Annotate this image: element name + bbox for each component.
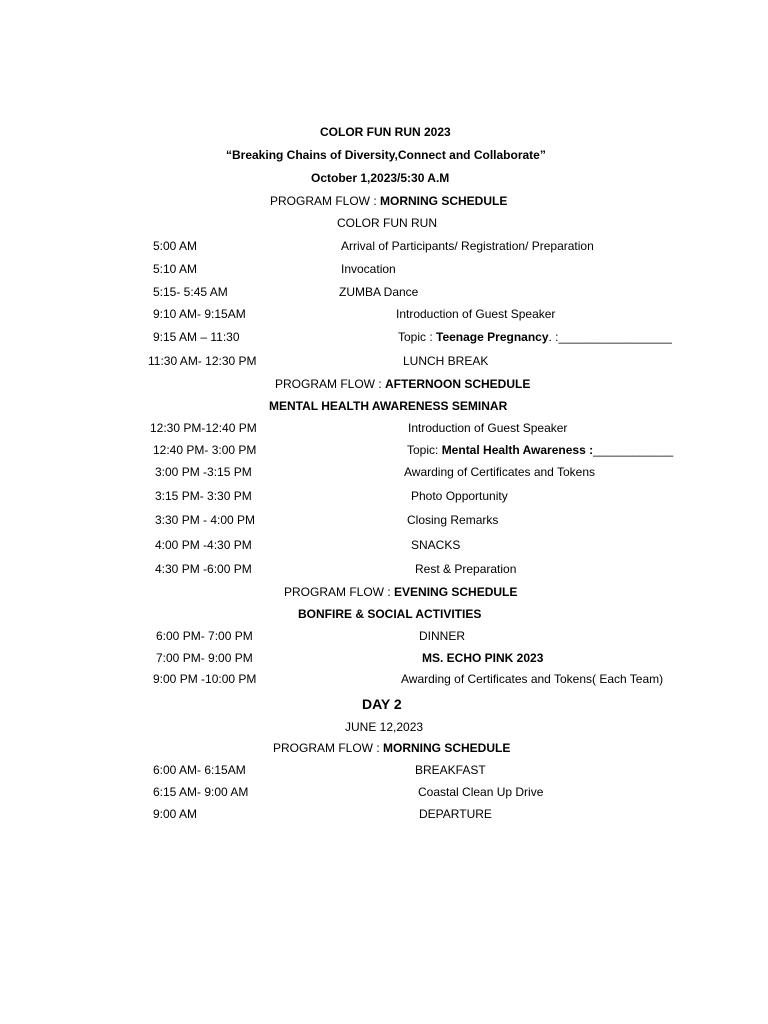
flow-label: MORNING SCHEDULE	[383, 741, 511, 755]
schedule-time: 5:00 AM	[153, 239, 198, 253]
flow-prefix: PROGRAM FLOW :	[284, 585, 395, 599]
schedule-time: 3:30 PM - 4:00 PM	[155, 513, 256, 527]
schedule-activity: LUNCH BREAK	[403, 354, 489, 368]
schedule-activity: Awarding of Certificates and Tokens( Each Team)	[401, 672, 664, 686]
schedule-time: 12:30 PM-12:40 PM	[150, 421, 257, 435]
schedule-activity: DEPARTURE	[419, 807, 492, 821]
schedule-activity: Photo Opportunity	[411, 489, 508, 503]
schedule-time: 9:00 PM -10:00 PM	[153, 672, 257, 686]
flow-prefix: PROGRAM FLOW :	[275, 377, 386, 391]
flow-prefix: PROGRAM FLOW :	[273, 741, 384, 755]
schedule-activity: BREAKFAST	[415, 763, 486, 777]
schedule-activity: ZUMBA Dance	[339, 285, 419, 299]
topic-blank: ____________	[593, 443, 674, 457]
schedule-time: 3:00 PM -3:15 PM	[155, 465, 252, 479]
morning-flow-heading	[270, 194, 507, 208]
morning-subtitle: COLOR FUN RUN	[337, 216, 438, 230]
flow-label: AFTERNOON SCHEDULE	[385, 377, 531, 391]
schedule-time: 9:10 AM- 9:15AM	[153, 307, 246, 321]
schedule-time: 9:15 AM – 11:30	[153, 330, 240, 344]
schedule-activity: Awarding of Certificates and Tokens	[404, 465, 595, 479]
afternoon-flow-heading	[275, 377, 530, 391]
schedule-activity: Coastal Clean Up Drive	[418, 785, 544, 799]
schedule-time: 4:30 PM -6:00 PM	[155, 562, 252, 576]
day2-flow-heading	[273, 741, 510, 755]
schedule-time: 6:00 PM- 7:00 PM	[156, 629, 253, 643]
schedule-activity: MS. ECHO PINK 2023	[422, 651, 544, 665]
event-title: COLOR FUN RUN 2023	[320, 125, 451, 139]
topic-prefix: Topic:	[407, 443, 442, 457]
flow-label: MORNING SCHEDULE	[380, 194, 508, 208]
schedule-time: 6:00 AM- 6:15AM	[153, 763, 246, 777]
schedule-time: 9:00 AM	[153, 807, 198, 821]
schedule-time: 11:30 AM- 12:30 PM	[148, 354, 257, 368]
schedule-activity: DINNER	[419, 629, 466, 643]
schedule-activity: Rest & Preparation	[415, 562, 517, 576]
topic-title: Teenage Pregnancy	[436, 330, 549, 344]
topic-title: Mental Health Awareness :	[441, 443, 594, 457]
schedule-activity: SNACKS	[411, 538, 461, 552]
topic-blank: . :_________________	[548, 330, 672, 344]
schedule-time: 5:10 AM	[153, 262, 198, 276]
schedule-time: 5:15- 5:45 AM	[153, 285, 228, 299]
event-date-time: October 1,2023/5:30 A.M	[311, 171, 450, 185]
schedule-activity: Invocation	[341, 262, 396, 276]
evening-subtitle: BONFIRE & SOCIAL ACTIVITIES	[298, 607, 482, 621]
topic-prefix: Topic :	[398, 330, 437, 344]
schedule-activity: Introduction of Guest Speaker	[396, 307, 556, 321]
schedule-activity	[398, 330, 672, 344]
evening-flow-heading	[284, 585, 517, 599]
flow-label: EVENING SCHEDULE	[394, 585, 518, 599]
flow-prefix: PROGRAM FLOW :	[270, 194, 381, 208]
schedule-time: 12:40 PM- 3:00 PM	[153, 443, 257, 457]
schedule-time: 6:15 AM- 9:00 AM	[153, 785, 249, 799]
schedule-time: 4:00 PM -4:30 PM	[155, 538, 252, 552]
afternoon-subtitle: MENTAL HEALTH AWARENESS SEMINAR	[269, 399, 508, 413]
day2-heading: DAY 2	[362, 696, 402, 712]
schedule-activity: Closing Remarks	[407, 513, 499, 527]
event-theme: “Breaking Chains of Diversity,Connect and Collaborate”	[226, 148, 546, 162]
schedule-time: 7:00 PM- 9:00 PM	[156, 651, 253, 665]
schedule-time: 3:15 PM- 3:30 PM	[155, 489, 252, 503]
schedule-activity: Introduction of Guest Speaker	[408, 421, 568, 435]
schedule-activity	[407, 443, 673, 457]
schedule-activity: Arrival of Participants/ Registration/ Preparation	[341, 239, 594, 253]
day2-date: JUNE 12,2023	[345, 720, 424, 734]
